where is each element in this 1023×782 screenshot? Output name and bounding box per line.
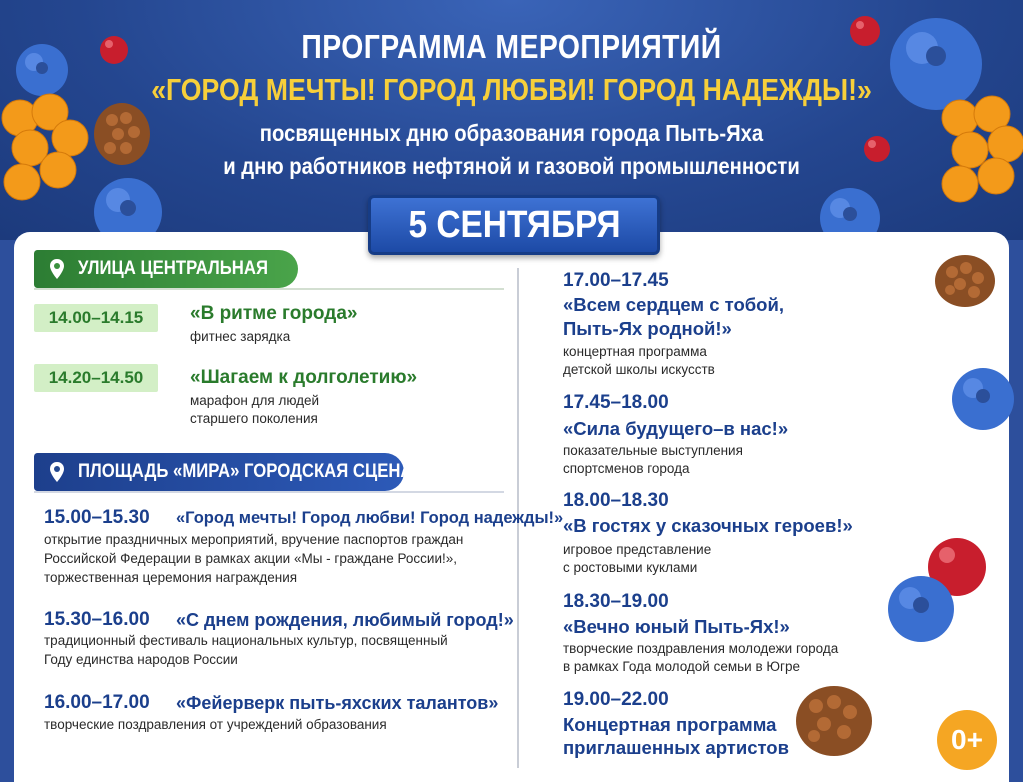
event-desc: детской школы искусств bbox=[563, 362, 715, 377]
event-time: 14.00–14.15 bbox=[34, 304, 158, 332]
event-time: 16.00–17.00 bbox=[44, 692, 150, 713]
location-pin-icon bbox=[46, 461, 68, 483]
event-desc: старшего поколения bbox=[190, 411, 318, 426]
event-title: приглашенных артистов bbox=[563, 737, 789, 758]
event-desc: игровое представление bbox=[563, 542, 712, 557]
event-desc: фитнес зарядка bbox=[190, 329, 291, 344]
event-desc: концертная программа bbox=[563, 344, 707, 359]
event-title: «С днем рождения, любимый город!» bbox=[176, 610, 514, 630]
event-desc: творческие поздравления от учреждений образования bbox=[44, 717, 387, 732]
festival-title: «ГОРОД МЕЧТЫ! ГОРОД ЛЮБВИ! ГОРОД НАДЕЖДЫ!» bbox=[151, 72, 872, 107]
event-title: Концертная программа bbox=[563, 714, 777, 735]
event-desc: показательные выступления bbox=[563, 443, 743, 458]
event-time: 15.30–16.00 bbox=[44, 609, 150, 630]
event-desc: открытие праздничных мероприятий, вручение паспортов граждан bbox=[44, 532, 464, 547]
event-desc: Году единства народов России bbox=[44, 652, 238, 667]
event-time: 17.45–18.00 bbox=[563, 392, 669, 413]
event-desc: творческие поздравления молодежи города bbox=[563, 641, 839, 656]
event-time: 18.30–19.00 bbox=[563, 591, 669, 612]
event-desc: традиционный фестиваль национальных культур, посвященный bbox=[44, 633, 448, 648]
page-title: ПРОГРАММА МЕРОПРИЯТИЙ bbox=[301, 28, 722, 65]
location-pin-icon bbox=[46, 258, 68, 280]
event-time: 14.20–14.50 bbox=[34, 364, 158, 392]
event-title: «Вечно юный Пыть-Ях!» bbox=[563, 616, 790, 637]
event-time: 17.00–17.45 bbox=[563, 270, 669, 291]
event-desc: торжественная церемония награждения bbox=[44, 570, 298, 585]
event-title: «Город мечты! Город любви! Город надежды!» bbox=[176, 509, 564, 527]
event-time: 15.00–15.30 bbox=[44, 507, 150, 528]
event-desc: Российской Федерации в рамках акции «Мы - граждане России!», bbox=[44, 551, 457, 566]
event-title: «Сила будущего–в нас!» bbox=[563, 418, 789, 439]
location-badge-central-street bbox=[34, 250, 298, 288]
age-rating-badge: 0+ bbox=[937, 710, 997, 770]
location-name: ПЛОЩАДЬ «МИРА» ГОРОДСКАЯ СЦЕНА bbox=[78, 461, 413, 482]
subtitle-line-1: посвященных дню образования города Пыть-Яха bbox=[259, 120, 764, 146]
event-title: «Шагаем к долголетию» bbox=[190, 367, 418, 388]
blueberry-icon bbox=[950, 366, 1016, 432]
event-desc: спортсменов города bbox=[563, 461, 690, 476]
event-title: «В ритме города» bbox=[190, 303, 358, 324]
event-desc: в рамках Года молодой семьи в Югре bbox=[563, 659, 800, 674]
pine-cone-icon bbox=[792, 682, 876, 760]
event-time: 19.00–22.00 bbox=[563, 689, 669, 710]
section-underline bbox=[34, 491, 504, 493]
event-title: Пыть-Ях родной!» bbox=[563, 318, 732, 339]
location-badge-mira-square bbox=[34, 453, 413, 491]
location-name: УЛИЦА ЦЕНТРАЛЬНАЯ bbox=[78, 258, 268, 279]
section-underline bbox=[34, 288, 504, 290]
event-time: 18.00–18.30 bbox=[563, 490, 669, 511]
date-badge bbox=[368, 195, 660, 255]
blueberry-icon bbox=[886, 574, 956, 644]
event-title: «Всем сердцем с тобой, bbox=[563, 294, 784, 315]
event-desc: марафон для людей bbox=[190, 393, 320, 408]
pine-cone-icon bbox=[932, 252, 998, 310]
event-title: «В гостях у сказочных героев!» bbox=[563, 515, 853, 536]
event-title: «Фейерверк пыть-яхских талантов» bbox=[176, 693, 499, 713]
subtitle-line-2: и дню работников нефтяной и газовой промышленности bbox=[223, 153, 800, 179]
date-text: 5 СЕНТЯБРЯ bbox=[407, 204, 621, 246]
event-desc: с ростовыми куклами bbox=[563, 560, 698, 575]
